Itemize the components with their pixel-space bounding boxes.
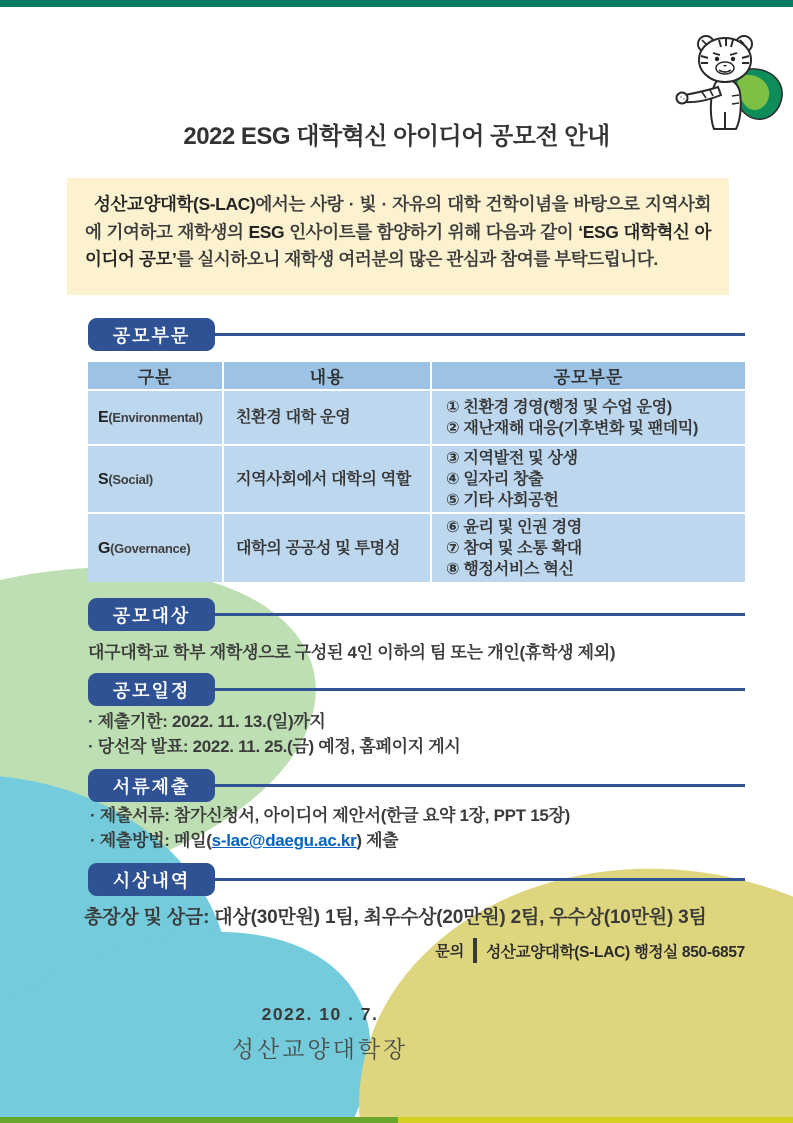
table-row-s-content: 지역사회에서 대학의 역할: [224, 446, 430, 512]
eligibility-text: 대구대학교 학부 재학생으로 구성된 4인 이하의 팀 또는 개인(휴학생 제외): [88, 643, 616, 662]
awards-text: 총장상 및 상금: 대상(30만원) 1팀, 최우수상(20만원) 2팀, 우수상(10만원) 3팀: [84, 907, 707, 928]
section-rule: [200, 333, 745, 336]
contest-category-table: [88, 362, 745, 582]
section-header-contest-category: 공모부문: [88, 318, 215, 351]
list-item: · 제출서류: 참가신청서, 아이디어 제안서(한글 요약 1장, PPT 15장): [90, 806, 570, 825]
list-item: · 당선작 발표: 2022. 11. 25.(금) 예정, 홈페이지 게시: [88, 737, 461, 756]
section-rule: [200, 878, 745, 881]
top-accent-bar: [0, 0, 793, 7]
section-header-awards: 시상내역: [88, 863, 215, 896]
footer-bar-yellow: [398, 1117, 793, 1123]
section-header-eligibility: 공모대상: [88, 598, 215, 631]
section-header-submission: 서류제출: [88, 769, 215, 802]
signature-text: 성산교양대학장: [231, 1036, 409, 1062]
table-row-s-items: ③ 지역발전 및 상생 ④ 일자리 창출 ⑤ 기타 사회공헌: [432, 446, 745, 512]
table-header-bumun: 공모부문: [432, 362, 745, 389]
section-rule: [200, 688, 745, 691]
section-header-schedule: 공모일정: [88, 673, 215, 706]
contact-divider: [473, 938, 477, 963]
contact-line: [435, 938, 745, 963]
table-row-g-items: ⑥ 윤리 및 인권 경영 ⑦ 참여 및 소통 확대 ⑧ 행정서비스 혁신: [432, 514, 745, 582]
table-header-gubun: 구분: [88, 362, 222, 389]
page-title: 2022 ESG 대학혁신 아이디어 공모전 안내: [183, 123, 610, 150]
list-item: · 제출방법: 메일(s-lac@daegu.ac.kr) 제출: [90, 831, 399, 850]
date-text: 2022. 10 . 7.: [261, 1004, 379, 1024]
submission-list: [90, 803, 570, 853]
email-link[interactable]: s-lac@daegu.ac.kr: [211, 831, 357, 850]
contact-label: 문의: [435, 943, 465, 960]
contact-value: 성산교양대학(S-LAC) 행정실 850-6857: [486, 943, 745, 961]
intro-text: 성산교양대학(S-LAC)에서는 사랑 · 빛 · 자유의 대학 건학이념을 바탕으로 지역사회에 기여하고 재학생의 ESG 인사이트를 함양하기 위해 다음과 같이 ‘ESG 대학혁신 아이디어 공모’를 실시하오니 재학생 여러분의 많은 관심과 참여를 부탁드립니다.: [85, 194, 711, 269]
table-row-e-content: 친환경 대학 운영: [224, 391, 430, 444]
schedule-list: [88, 709, 461, 759]
footer-bar-green: [0, 1117, 398, 1123]
intro-box: [67, 178, 729, 295]
table-row-g-content: 대학의 공공성 및 투명성: [224, 514, 430, 582]
table-row-s-code: S(Social): [88, 446, 222, 512]
intro-org-name: 성산교양대학(S-LAC): [94, 194, 256, 214]
section-rule: [200, 613, 745, 616]
table-row-g-code: G(Governance): [88, 514, 222, 582]
list-item: · 제출기한: 2022. 11. 13.(일)까지: [88, 712, 326, 731]
table-header-naeyong: 내용: [224, 362, 430, 389]
background-blob-yellow: [326, 829, 793, 1123]
table-row-e-code: E(Environmental): [88, 391, 222, 444]
section-rule: [200, 784, 745, 787]
table-row-e-items: ① 친환경 경영(행정 및 수업 운영) ② 재난재해 대응(기후변화 및 팬데믹): [432, 391, 745, 444]
